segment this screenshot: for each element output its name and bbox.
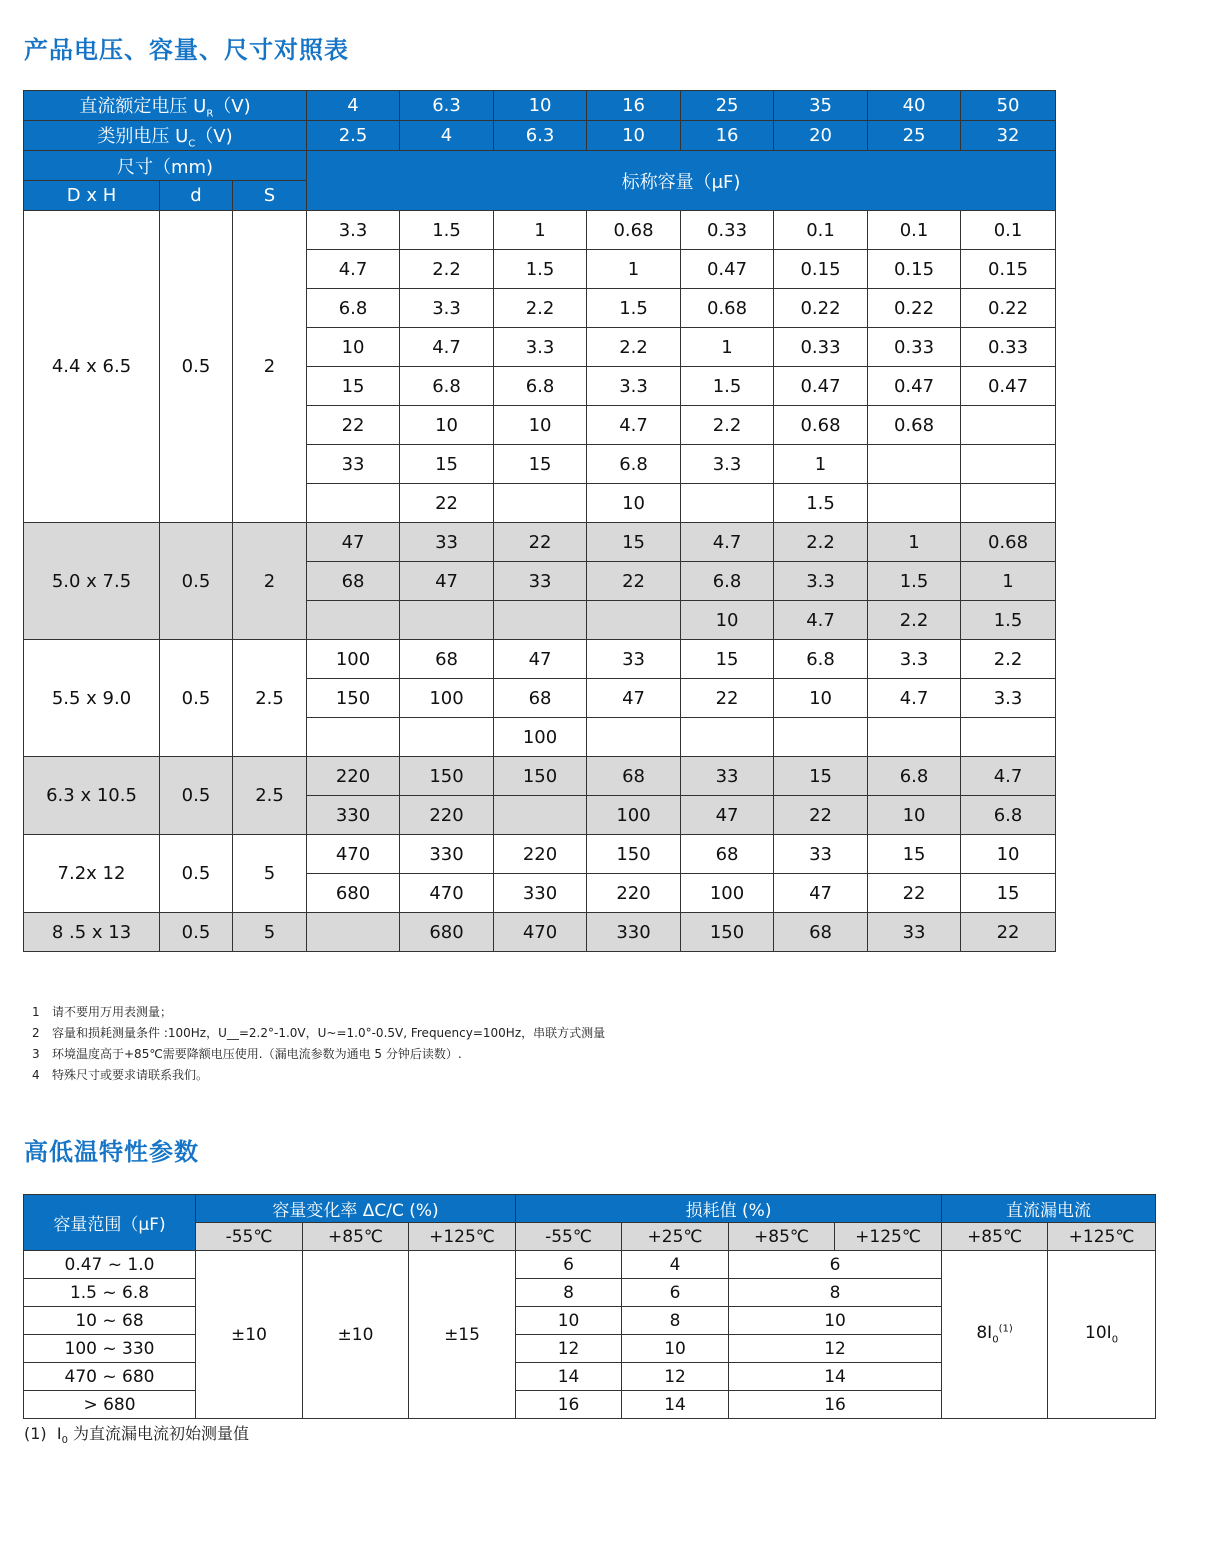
capacity-cell: 22 xyxy=(494,523,587,562)
capacity-cell: 6.8 xyxy=(400,367,494,406)
capacity-cell: 1.5 xyxy=(681,367,774,406)
capacity-cell: 10 xyxy=(681,601,774,640)
capacity-cell: 0.1 xyxy=(774,211,868,250)
loss-cell: 10 xyxy=(729,1307,942,1335)
category-voltage-value: 2.5 xyxy=(307,121,400,151)
s-label: S xyxy=(233,181,307,211)
capacity-cell xyxy=(307,601,400,640)
capacity-cell: 68 xyxy=(307,562,400,601)
capacity-cell: 6.8 xyxy=(774,640,868,679)
rated-voltage-value: 16 xyxy=(587,91,681,121)
category-voltage-value: 16 xyxy=(681,121,774,151)
capacity-cell: 68 xyxy=(774,913,868,952)
category-voltage-value: 4 xyxy=(400,121,494,151)
rated-voltage-row xyxy=(24,91,1056,121)
capacity-cell: 150 xyxy=(307,679,400,718)
leak-label: 直流漏电流 xyxy=(942,1195,1156,1223)
capacity-cell: 0.47 xyxy=(681,250,774,289)
capacity-cell: 1.5 xyxy=(961,601,1056,640)
capacity-cell: 0.68 xyxy=(868,406,961,445)
capacity-cell: 3.3 xyxy=(868,640,961,679)
size-d-cell: 0.5 xyxy=(160,640,233,757)
capacity-cell: 0.15 xyxy=(961,250,1056,289)
capacity-cell: 3.3 xyxy=(307,211,400,250)
loss-temp-label: -55℃ xyxy=(516,1223,622,1251)
capacity-cell: 1 xyxy=(587,250,681,289)
capacity-cell: 0.33 xyxy=(868,328,961,367)
loss-cell: 6 xyxy=(622,1279,729,1307)
size-s-cell: 5 xyxy=(233,835,307,913)
category-voltage-value: 6.3 xyxy=(494,121,587,151)
footnote xyxy=(24,1421,249,1446)
capacity-cell: 15 xyxy=(681,640,774,679)
loss-cell: 12 xyxy=(516,1335,622,1363)
table-row xyxy=(24,523,1056,562)
loss-temp-label: +25℃ xyxy=(622,1223,729,1251)
cap-temp-label: +85℃ xyxy=(303,1223,409,1251)
size-d-cell: 0.5 xyxy=(160,523,233,640)
capacity-cell: 4.7 xyxy=(400,328,494,367)
capacity-cell: 6.8 xyxy=(587,445,681,484)
capacity-cell: 470 xyxy=(307,835,400,874)
capacity-cell: 3.3 xyxy=(494,328,587,367)
capacity-cell xyxy=(400,718,494,757)
loss-cell: 6 xyxy=(729,1251,942,1279)
loss-cell: 8 xyxy=(729,1279,942,1307)
capacity-cell: 6.8 xyxy=(494,367,587,406)
rated-voltage-value: 40 xyxy=(868,91,961,121)
capacity-cell: 0.68 xyxy=(681,289,774,328)
capacity-cell: 4.7 xyxy=(307,250,400,289)
capacity-cell: 22 xyxy=(961,913,1056,952)
category-voltage-label xyxy=(24,121,307,151)
capacity-cell xyxy=(961,406,1056,445)
capacity-cell: 33 xyxy=(307,445,400,484)
capacity-cell: 0.1 xyxy=(868,211,961,250)
cap-temp-label: -55℃ xyxy=(196,1223,303,1251)
range-cell: 0.47 ~ 1.0 xyxy=(24,1251,196,1279)
capacity-cell: 3.3 xyxy=(774,562,868,601)
capacity-cell: 6.8 xyxy=(961,796,1056,835)
size-s-cell: 2 xyxy=(233,523,307,640)
footnote-mark: (1) xyxy=(24,1424,47,1443)
capacity-cell: 33 xyxy=(681,757,774,796)
leak-85-sup: (1) xyxy=(998,1323,1013,1335)
capacity-cell xyxy=(307,718,400,757)
capacity-cell: 6.8 xyxy=(868,757,961,796)
loss-cell: 10 xyxy=(516,1307,622,1335)
capacity-cell: 0.22 xyxy=(961,289,1056,328)
capacity-cell: 0.68 xyxy=(587,211,681,250)
loss-cell: 8 xyxy=(622,1307,729,1335)
capacity-cell: 4.7 xyxy=(774,601,868,640)
rated-voltage-label-unit: （V) xyxy=(213,95,251,117)
note-text: 请不要用万用表测量； xyxy=(52,1005,173,1019)
leak-85-cell xyxy=(942,1251,1048,1419)
capacity-cell xyxy=(587,718,681,757)
capacity-cell: 0.47 xyxy=(868,367,961,406)
capacity-cell: 100 xyxy=(681,874,774,913)
size-s-cell: 2.5 xyxy=(233,640,307,757)
capacity-cell: 15 xyxy=(868,835,961,874)
size-dxh-cell: 5.5 x 9.0 xyxy=(24,640,160,757)
capacity-cell: 0.15 xyxy=(774,250,868,289)
capacity-cell: 4.7 xyxy=(868,679,961,718)
capacity-cell: 22 xyxy=(868,874,961,913)
leak-125-cell xyxy=(1048,1251,1156,1419)
capacity-cell: 2.2 xyxy=(774,523,868,562)
loss-cell: 6 xyxy=(516,1251,622,1279)
loss-temp-label: +125℃ xyxy=(835,1223,942,1251)
capacity-cell: 0.22 xyxy=(868,289,961,328)
capacity-cell: 2.2 xyxy=(400,250,494,289)
capacity-cell: 22 xyxy=(774,796,868,835)
capacity-cell: 47 xyxy=(400,562,494,601)
capacity-cell xyxy=(961,718,1056,757)
note-text: 环境温度高于+85℃需要降额电压使用.（漏电流参数为通电 5 分钟后读数）. xyxy=(52,1047,462,1061)
size-dxh-cell: 4.4 x 6.5 xyxy=(24,211,160,523)
category-voltage-label-text: 类别电压 U xyxy=(97,125,189,147)
capacity-cell: 330 xyxy=(494,874,587,913)
capacity-cell: 15 xyxy=(307,367,400,406)
leak-85-sub: 0 xyxy=(992,1334,999,1346)
footnote-symbol: I xyxy=(56,1424,62,1443)
size-dxh-cell: 8 .5 x 13 xyxy=(24,913,160,952)
note-item xyxy=(32,1065,605,1086)
table-row xyxy=(24,757,1056,796)
range-cell: 1.5 ~ 6.8 xyxy=(24,1279,196,1307)
capacity-cell xyxy=(307,484,400,523)
capacity-cell: 100 xyxy=(494,718,587,757)
size-s-cell: 2 xyxy=(233,211,307,523)
capacity-cell xyxy=(961,484,1056,523)
loss-cell: 14 xyxy=(516,1363,622,1391)
leak-temp-label: +125℃ xyxy=(1048,1223,1156,1251)
capacity-cell: 0.15 xyxy=(868,250,961,289)
capacity-cell: 220 xyxy=(494,835,587,874)
category-voltage-row xyxy=(24,121,1056,151)
capacity-cell: 0.22 xyxy=(774,289,868,328)
table-row xyxy=(24,211,1056,250)
capacity-cell: 1 xyxy=(494,211,587,250)
capacity-cell xyxy=(868,484,961,523)
note-item xyxy=(32,1002,605,1023)
capacity-cell xyxy=(494,601,587,640)
loss-label: 损耗值 (%) xyxy=(516,1195,942,1223)
loss-cell: 10 xyxy=(622,1335,729,1363)
leak-125-value: 10I xyxy=(1085,1323,1112,1344)
cap-change-cell: ±10 xyxy=(196,1251,303,1419)
capacity-cell: 1.5 xyxy=(587,289,681,328)
cap-change-cell: ±15 xyxy=(409,1251,516,1419)
loss-cell: 14 xyxy=(622,1391,729,1419)
note-text: 特殊尺寸或要求请联系我们。 xyxy=(52,1068,209,1082)
capacity-cell: 2.2 xyxy=(681,406,774,445)
capacity-cell: 33 xyxy=(400,523,494,562)
loss-cell: 8 xyxy=(516,1279,622,1307)
range-label: 容量范围（μF) xyxy=(24,1195,196,1251)
loss-cell: 16 xyxy=(516,1391,622,1419)
size-header-row xyxy=(24,151,1056,181)
capacity-cell: 68 xyxy=(681,835,774,874)
capacity-cell xyxy=(868,445,961,484)
loss-cell: 14 xyxy=(729,1363,942,1391)
size-d-cell: 0.5 xyxy=(160,835,233,913)
size-dxh-cell: 7.2x 12 xyxy=(24,835,160,913)
loss-cell: 12 xyxy=(729,1335,942,1363)
capacity-cell: 150 xyxy=(587,835,681,874)
capacity-cell: 2.2 xyxy=(494,289,587,328)
table-row xyxy=(24,1251,1156,1279)
capacity-cell: 0.47 xyxy=(774,367,868,406)
temp-header-row xyxy=(24,1195,1156,1223)
capacity-cell: 1 xyxy=(774,445,868,484)
capacity-cell: 2.2 xyxy=(961,640,1056,679)
capacity-cell: 100 xyxy=(307,640,400,679)
category-voltage-value: 25 xyxy=(868,121,961,151)
rated-voltage-value: 35 xyxy=(774,91,868,121)
capacity-cell: 15 xyxy=(587,523,681,562)
capacity-cell: 68 xyxy=(400,640,494,679)
capacity-cell: 33 xyxy=(868,913,961,952)
rated-voltage-value: 10 xyxy=(494,91,587,121)
capacity-cell: 1.5 xyxy=(494,250,587,289)
capacity-cell: 330 xyxy=(400,835,494,874)
loss-temp-label: +85℃ xyxy=(729,1223,835,1251)
capacity-cell: 22 xyxy=(681,679,774,718)
capacity-cell: 100 xyxy=(400,679,494,718)
rated-voltage-value: 4 xyxy=(307,91,400,121)
table-row xyxy=(24,835,1056,874)
category-voltage-value: 20 xyxy=(774,121,868,151)
note-number: 4 xyxy=(32,1068,40,1082)
capacity-cell: 1 xyxy=(961,562,1056,601)
section-title-size-table: 产品电压、容量、尺寸对照表 xyxy=(24,36,349,64)
capacity-cell: 47 xyxy=(307,523,400,562)
capacity-cell xyxy=(494,484,587,523)
dxh-label: D x H xyxy=(24,181,160,211)
capacity-cell: 1.5 xyxy=(774,484,868,523)
table-row xyxy=(24,913,1056,952)
capacity-cell: 6.8 xyxy=(307,289,400,328)
category-voltage-label-sub: C xyxy=(188,138,196,150)
capacity-cell: 3.3 xyxy=(961,679,1056,718)
capacity-cell: 150 xyxy=(494,757,587,796)
note-text: 容量和损耗测量条件 :100Hz，U__=2.2°-1.0V，U~=1.0°-0.5V, Frequency=100Hz，串联方式测量 xyxy=(52,1026,606,1040)
capacity-cell: 1.5 xyxy=(400,211,494,250)
capacity-cell: 150 xyxy=(681,913,774,952)
capacity-cell: 470 xyxy=(494,913,587,952)
capacity-cell: 33 xyxy=(774,835,868,874)
cap-temp-label: +125℃ xyxy=(409,1223,516,1251)
capacity-cell: 47 xyxy=(494,640,587,679)
d-label: d xyxy=(160,181,233,211)
capacity-cell: 4.7 xyxy=(961,757,1056,796)
capacity-cell: 22 xyxy=(400,484,494,523)
range-cell: 470 ~ 680 xyxy=(24,1363,196,1391)
size-dxh-cell: 5.0 x 7.5 xyxy=(24,523,160,640)
footnote-text: 为直流漏电流初始测量值 xyxy=(67,1424,250,1443)
capacity-cell: 33 xyxy=(587,640,681,679)
size-s-cell: 2.5 xyxy=(233,757,307,835)
capacity-cell: 220 xyxy=(400,796,494,835)
capacity-cell xyxy=(681,718,774,757)
capacity-cell: 0.33 xyxy=(961,328,1056,367)
rated-voltage-label-sub: R xyxy=(206,108,214,120)
capacity-cell: 10 xyxy=(494,406,587,445)
capacity-cell: 15 xyxy=(494,445,587,484)
capacity-cell: 220 xyxy=(587,874,681,913)
loss-cell: 16 xyxy=(729,1391,942,1419)
note-number: 1 xyxy=(32,1005,40,1019)
size-dxh-cell: 6.3 x 10.5 xyxy=(24,757,160,835)
note-item xyxy=(32,1044,605,1065)
leak-temp-label: +85℃ xyxy=(942,1223,1048,1251)
loss-cell: 4 xyxy=(622,1251,729,1279)
capacity-cell: 1 xyxy=(868,523,961,562)
capacity-cell: 47 xyxy=(681,796,774,835)
capacity-cell: 10 xyxy=(587,484,681,523)
note-number: 3 xyxy=(32,1047,40,1061)
rated-voltage-value: 6.3 xyxy=(400,91,494,121)
capacity-cell: 330 xyxy=(587,913,681,952)
section-title-temperature: 高低温特性参数 xyxy=(24,1138,199,1166)
cap-change-label: 容量变化率 ΔC/C (%) xyxy=(196,1195,516,1223)
capacity-cell: 680 xyxy=(307,874,400,913)
capacity-cell: 22 xyxy=(587,562,681,601)
capacity-cell: 1 xyxy=(681,328,774,367)
capacity-cell xyxy=(494,796,587,835)
range-cell: > 680 xyxy=(24,1391,196,1419)
capacity-cell: 4.7 xyxy=(587,406,681,445)
capacity-cell xyxy=(307,913,400,952)
leak-125-sub: 0 xyxy=(1111,1334,1119,1346)
capacity-cell: 33 xyxy=(494,562,587,601)
table-row xyxy=(24,640,1056,679)
capacity-cell xyxy=(681,484,774,523)
rated-voltage-value: 50 xyxy=(961,91,1056,121)
temperature-characteristics-table xyxy=(23,1194,1156,1419)
capacity-cell: 2.2 xyxy=(868,601,961,640)
note-number: 2 xyxy=(32,1026,40,1040)
capacity-cell xyxy=(587,601,681,640)
capacity-cell: 47 xyxy=(587,679,681,718)
capacity-cell: 3.3 xyxy=(400,289,494,328)
capacity-cell: 150 xyxy=(400,757,494,796)
capacity-label: 标称容量（μF) xyxy=(307,151,1056,211)
capacity-cell xyxy=(868,718,961,757)
size-d-cell: 0.5 xyxy=(160,913,233,952)
capacity-cell: 10 xyxy=(774,679,868,718)
size-d-cell: 0.5 xyxy=(160,211,233,523)
capacity-cell: 1.5 xyxy=(868,562,961,601)
size-d-cell: 0.5 xyxy=(160,757,233,835)
capacity-cell: 3.3 xyxy=(587,367,681,406)
capacity-cell: 680 xyxy=(400,913,494,952)
capacity-cell: 6.8 xyxy=(681,562,774,601)
capacity-cell: 15 xyxy=(400,445,494,484)
capacity-cell: 100 xyxy=(587,796,681,835)
category-voltage-label-unit: （V) xyxy=(195,125,233,147)
range-cell: 10 ~ 68 xyxy=(24,1307,196,1335)
capacity-cell: 4.7 xyxy=(681,523,774,562)
rated-voltage-label xyxy=(24,91,307,121)
capacity-cell: 0.47 xyxy=(961,367,1056,406)
capacity-cell xyxy=(961,445,1056,484)
capacity-cell: 15 xyxy=(774,757,868,796)
capacity-cell: 470 xyxy=(400,874,494,913)
capacity-cell: 10 xyxy=(961,835,1056,874)
size-label: 尺寸（mm) xyxy=(24,151,307,181)
capacity-cell: 68 xyxy=(494,679,587,718)
voltage-capacity-size-table xyxy=(23,90,1056,952)
note-item xyxy=(32,1023,605,1044)
capacity-cell: 10 xyxy=(307,328,400,367)
capacity-cell: 220 xyxy=(307,757,400,796)
size-s-cell: 5 xyxy=(233,913,307,952)
capacity-cell: 22 xyxy=(307,406,400,445)
capacity-cell: 3.3 xyxy=(681,445,774,484)
capacity-cell: 15 xyxy=(961,874,1056,913)
capacity-cell: 0.68 xyxy=(961,523,1056,562)
capacity-cell: 0.33 xyxy=(774,328,868,367)
rated-voltage-label-text: 直流额定电压 U xyxy=(79,95,207,117)
category-voltage-value: 32 xyxy=(961,121,1056,151)
capacity-cell: 0.68 xyxy=(774,406,868,445)
capacity-cell xyxy=(400,601,494,640)
capacity-cell: 0.1 xyxy=(961,211,1056,250)
rated-voltage-value: 25 xyxy=(681,91,774,121)
leak-85-value: 8I xyxy=(976,1323,993,1344)
notes-list xyxy=(32,1002,605,1086)
capacity-cell: 10 xyxy=(868,796,961,835)
capacity-cell: 10 xyxy=(400,406,494,445)
capacity-cell: 47 xyxy=(774,874,868,913)
capacity-cell: 68 xyxy=(587,757,681,796)
capacity-cell: 330 xyxy=(307,796,400,835)
range-cell: 100 ~ 330 xyxy=(24,1335,196,1363)
cap-change-cell: ±10 xyxy=(303,1251,409,1419)
footnote-sub: 0 xyxy=(61,1435,68,1447)
capacity-cell: 2.2 xyxy=(587,328,681,367)
capacity-cell: 0.33 xyxy=(681,211,774,250)
loss-cell: 12 xyxy=(622,1363,729,1391)
capacity-cell xyxy=(774,718,868,757)
category-voltage-value: 10 xyxy=(587,121,681,151)
